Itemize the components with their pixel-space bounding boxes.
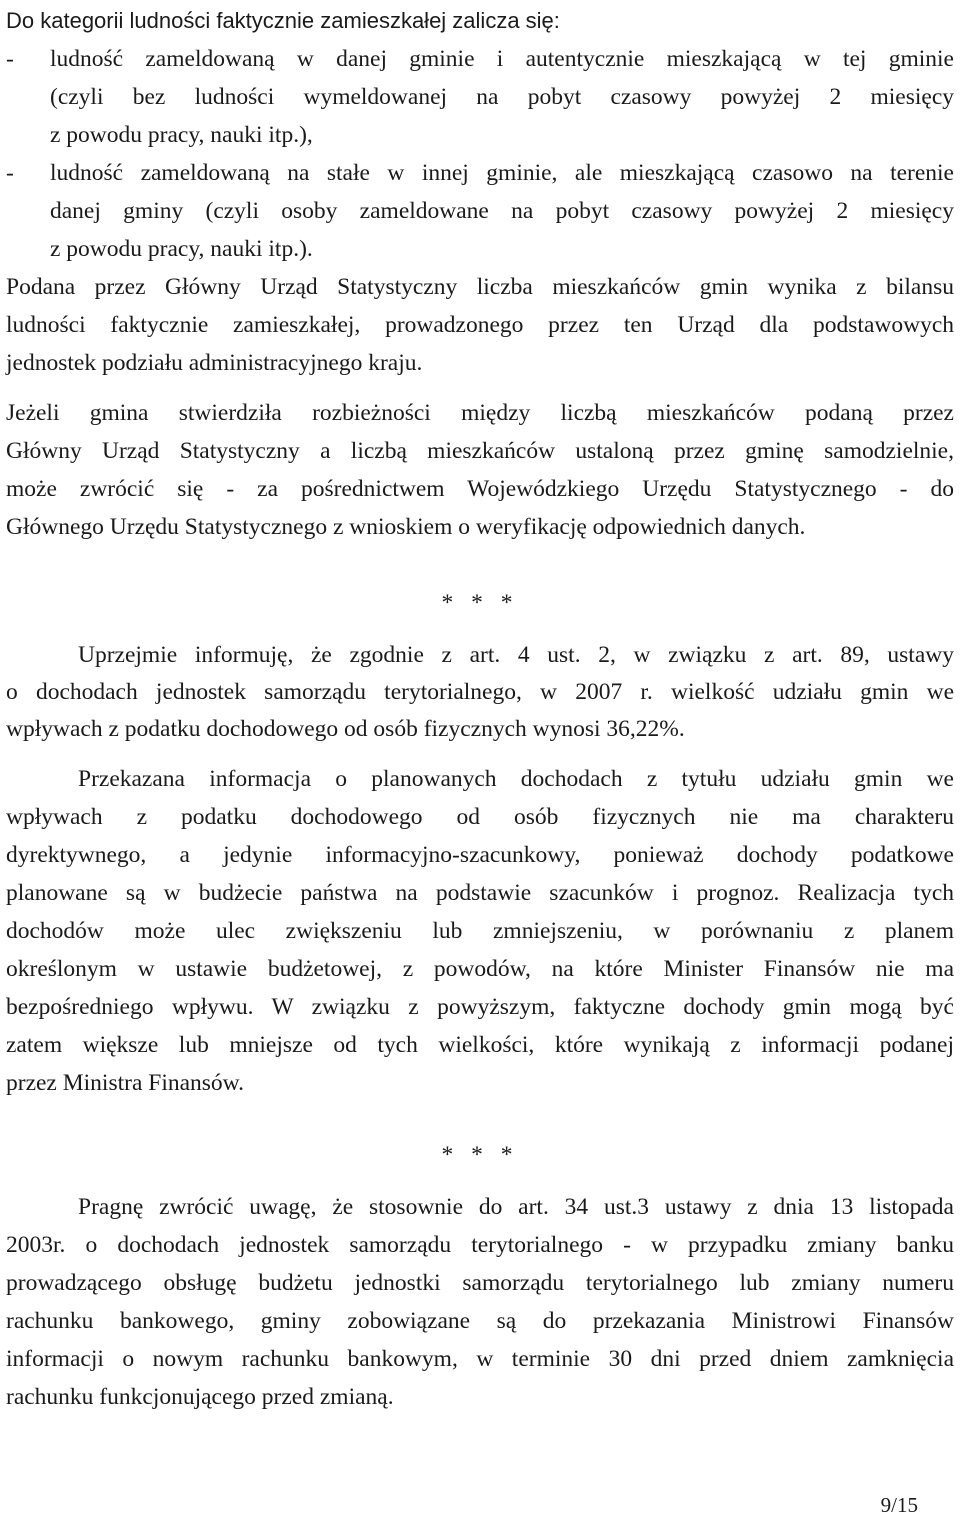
paragraph-line: Uprzejmie informuję, że zgodnie z art. 4 ust. 2, w związku z art. 89, ustawy — [78, 642, 954, 668]
page-number: 9/15 — [880, 1493, 918, 1517]
paragraph-line: Głównego Urzędu Statystycznego z wnioskiem o weryfikację odpowiednich danych. — [6, 514, 806, 540]
paragraph-line: o dochodach jednostek samorządu terytorialnego, w 2007 r. wielkość udziału gmin we — [6, 679, 954, 705]
paragraph-line: planowane są w budżecie państwa na podstawie szacunków i prognoz. Realizacja tych — [6, 880, 954, 906]
list-item-line: z powodu pracy, nauki itp.). — [50, 236, 313, 262]
paragraph-line: przez Ministra Finansów. — [6, 1070, 244, 1096]
paragraph-line: prowadzącego obsługę budżetu jednostki samorządu terytorialnego lub zmiany numeru — [6, 1270, 954, 1296]
paragraph-line: może zwrócić się - za pośrednictwem Wojewódzkiego Urzędu Statystycznego - do — [6, 476, 954, 502]
section-separator: * * * — [441, 590, 519, 616]
paragraph-line: ludności faktycznie zamieszkałej, prowadzonego przez ten Urząd dla podstawowych — [6, 312, 954, 338]
list-marker: - — [6, 160, 14, 186]
paragraph-line: dyrektywnego, a jedynie informacyjno-szacunkowy, ponieważ dochody podatkowe — [6, 842, 954, 868]
section-separator: * * * — [441, 1142, 519, 1168]
list-marker: - — [6, 46, 14, 72]
paragraph-line: wpływach z podatku dochodowego od osób fizycznych nie ma charakteru — [6, 804, 954, 830]
paragraph-line: Jeżeli gmina stwierdziła rozbieżności między liczbą mieszkańców podaną przez — [6, 400, 954, 426]
list-item-line: ludność zameldowaną na stałe w innej gminie, ale mieszkającą czasowo na terenie — [50, 160, 954, 186]
list-item-line: danej gminy (czyli osoby zameldowane na pobyt czasowy powyżej 2 miesięcy — [50, 198, 954, 224]
paragraph-line: wpływach z podatku dochodowego od osób fizycznych wynosi 36,22%. — [6, 716, 685, 742]
paragraph-line: 2003r. o dochodach jednostek samorządu terytorialnego - w przypadku zmiany banku — [6, 1232, 954, 1258]
paragraph-line: informacji o nowym rachunku bankowym, w terminie 30 dni przed dniem zamknięcia — [6, 1346, 954, 1372]
intro-text: Do kategorii ludności faktycznie zamieszkałej zalicza się: — [6, 8, 560, 33]
paragraph-line: bezpośredniego wpływu. W związku z powyższym, faktyczne dochody gmin mogą być — [6, 994, 954, 1020]
paragraph-line: Podana przez Główny Urząd Statystyczny liczba mieszkańców gmin wynika z bilansu — [6, 274, 954, 300]
paragraph-line: rachunku funkcjonującego przed zmianą. — [6, 1384, 394, 1410]
paragraph-line: dochodów może ulec zwiększeniu lub zmniejszeniu, w porównaniu z planem — [6, 918, 954, 944]
list-item-line: ludność zameldowaną w danej gminie i autentycznie mieszkającą w tej gminie — [50, 46, 954, 72]
paragraph-line: rachunku bankowego, gminy zobowiązane są do przekazania Ministrowi Finansów — [6, 1308, 954, 1334]
paragraph-line: Pragnę zwrócić uwagę, że stosownie do art. 34 ust.3 ustawy z dnia 13 listopada — [78, 1194, 954, 1220]
list-item-line: z powodu pracy, nauki itp.), — [50, 122, 313, 148]
paragraph-line: jednostek podziału administracyjnego kraju. — [6, 350, 423, 376]
paragraph-line: Główny Urząd Statystyczny a liczbą mieszkańców ustaloną przez gminę samodzielnie, — [6, 438, 954, 464]
list-item-line: (czyli bez ludności wymeldowanej na pobyt czasowy powyżej 2 miesięcy — [50, 84, 954, 110]
paragraph-line: określonym w ustawie budżetowej, z powodów, na które Minister Finansów nie ma — [6, 956, 954, 982]
paragraph-line: zatem większe lub mniejsze od tych wielkości, które wynikają z informacji podanej — [6, 1032, 954, 1058]
paragraph-line: Przekazana informacja o planowanych dochodach z tytułu udziału gmin we — [78, 766, 954, 792]
